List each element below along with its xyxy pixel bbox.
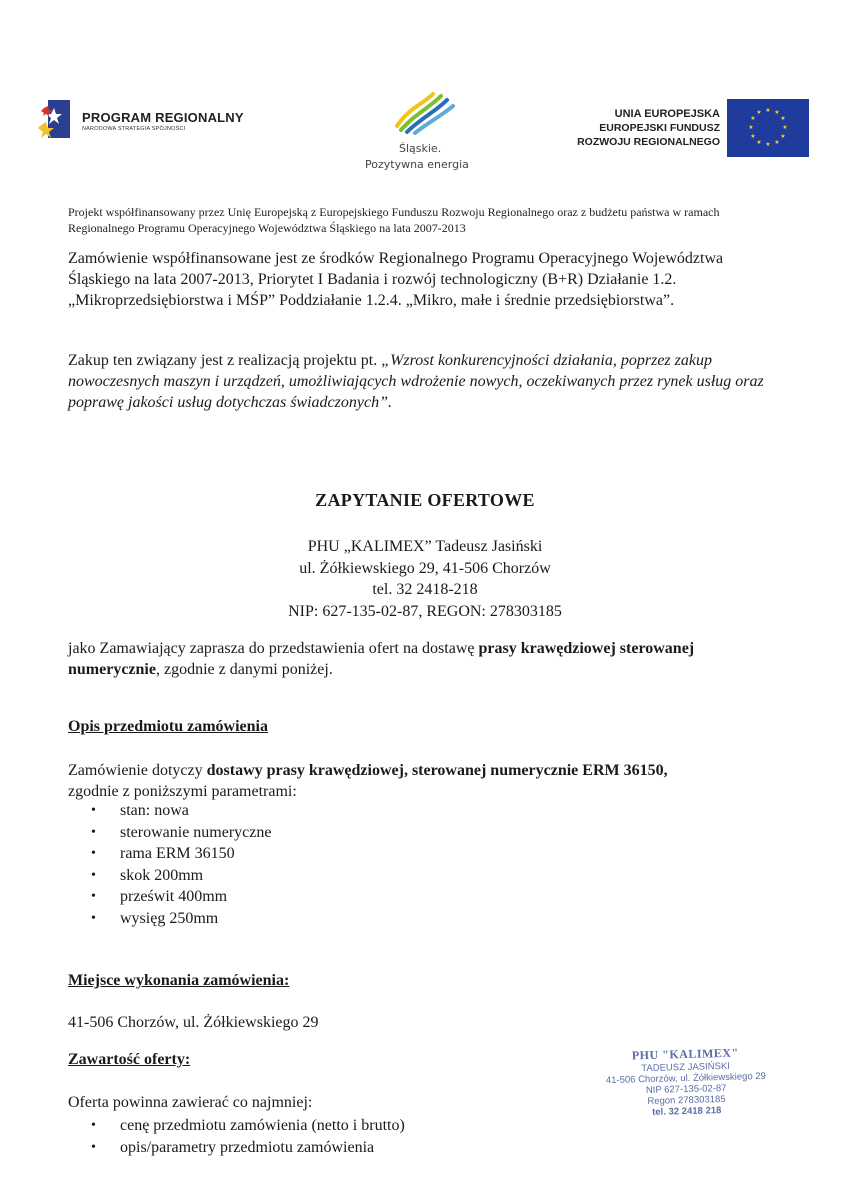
invitation-prefix: jako Zamawiający zaprasza do przedstawienia ofert na dostawę xyxy=(68,640,479,657)
stamp-line-2: TADEUSZ JASIŃSKI xyxy=(641,1060,730,1075)
location-text: 41-506 Chorzów, ul. Żółkiewskiego 29 xyxy=(68,1014,319,1031)
cofinancing-note: Projekt współfinansowany przez Unię Europejską z Europejskiego Funduszu Rozwoju Regionalnego oraz z budżetu państwa w ramach Regionalnego Programu Operacyjnego Województwa Śląskiego na lata 2007-2013 xyxy=(68,205,720,235)
svg-text:★: ★ xyxy=(774,139,780,146)
list-item: • skok 200mm xyxy=(68,865,568,887)
intro-paragraph-1: Zamówienie współfinansowane jest ze środków Regionalnego Programu Operacyjnego Województwa Śląskiego na lata 2007-2013, Priorytet I Badania i rozwój technologiczny (B+R) Działanie 1.2. „Mikroprzedsiębiorstwa i MŚP” Poddziałanie 1.2.4. „Mikro, małe i średnie przedsiębiorstwa”. xyxy=(68,250,724,309)
slaskie-name: Śląskie. xyxy=(399,142,442,155)
svg-text:★: ★ xyxy=(756,109,762,116)
svg-text:★: ★ xyxy=(774,109,780,116)
nss-star-icon xyxy=(38,98,72,140)
svg-text:★: ★ xyxy=(750,133,756,140)
company-stamp xyxy=(585,1044,787,1119)
svg-text:★: ★ xyxy=(780,133,786,140)
company-ids: NIP: 627-135-02-87, REGON: 278303185 xyxy=(288,602,562,620)
program-title: PROGRAM REGIONALNY xyxy=(82,110,244,125)
section-heading-offer: Zawartość oferty: xyxy=(68,1051,191,1068)
list-item: • prześwit 400mm xyxy=(68,886,568,908)
list-item: • wysięg 250mm xyxy=(68,908,568,930)
program-regionalny-logo xyxy=(38,98,244,144)
list-item: • opis/parametry przedmiotu zamówienia xyxy=(68,1137,568,1159)
list-item: • cenę przedmiotu zamówienia (netto i brutto) xyxy=(68,1115,568,1137)
section-heading-location: Miejsce wykonania zamówienia: xyxy=(68,972,290,989)
company-block xyxy=(0,536,850,622)
svg-text:★: ★ xyxy=(780,115,786,122)
svg-text:★: ★ xyxy=(765,107,771,114)
project-title: „Wzrost konkurencyjności działania, poprzez zakup nowoczesnych maszyn i urządzeń, umożliwiających wdrożenie nowych, oczekiwanych przez rynek usług oraz poprawę jakości usług dotychczas świadczonych”. xyxy=(68,352,764,411)
section-heading-description: Opis przedmiotu zamówienia xyxy=(68,718,268,735)
invitation-text xyxy=(68,638,768,680)
list-item: • stan: nowa xyxy=(68,800,568,822)
intro-paragraph-2-prefix: Zakup ten związany jest z realizacją projektu pt. xyxy=(68,352,382,369)
svg-text:★: ★ xyxy=(782,124,788,131)
svg-text:★: ★ xyxy=(750,115,756,122)
eu-line1: UNIA EUROPEJSKA xyxy=(614,108,720,120)
eu-text xyxy=(560,107,720,149)
parameters-list xyxy=(68,800,568,930)
document-title: ZAPYTANIE OFERTOWE xyxy=(315,490,535,510)
stamp-line-5: Regon 278303185 xyxy=(647,1093,726,1108)
description-text xyxy=(68,760,788,802)
stamp-line-4: NIP 627-135-02-87 xyxy=(645,1082,727,1097)
invitation-bold: prasy krawędziowej sterowanej numerycznie xyxy=(68,640,695,678)
description-prefix: Zamówienie dotyczy xyxy=(68,762,207,779)
eu-flag-icon xyxy=(727,99,809,157)
offer-list xyxy=(68,1115,568,1158)
slaskie-waves-icon xyxy=(389,86,459,136)
invitation-suffix: , zgodnie z danymi poniżej. xyxy=(155,661,333,678)
program-subtitle: NARODOWA STRATEGIA SPÓJNOŚCI xyxy=(82,126,186,132)
company-phone: tel. 32 2418-218 xyxy=(372,581,478,598)
slaskie-logo xyxy=(355,86,495,178)
eu-line3: ROZWOJU REGIONALNEGO xyxy=(577,136,720,148)
company-name: PHU „KALIMEX” Tadeusz Jasiński xyxy=(307,538,543,555)
svg-text:★: ★ xyxy=(748,124,754,131)
description-bold: dostawy prasy krawędziowej, sterowanej numerycznie ERM 36150, xyxy=(206,762,668,779)
svg-text:★: ★ xyxy=(756,139,762,146)
stamp-line-1: PHU "KALIMEX" xyxy=(631,1045,739,1063)
description-suffix: zgodnie z poniższymi parametrami: xyxy=(68,783,297,800)
eu-line2: EUROPEJSKI FUNDUSZ xyxy=(599,122,720,134)
company-address: ul. Żółkiewskiego 29, 41-506 Chorzów xyxy=(299,559,551,577)
stamp-line-3: 41-506 Chorzów, ul. Żółkiewskiego 29 xyxy=(605,1070,767,1087)
intro-paragraph-2 xyxy=(68,350,780,413)
slaskie-tagline: Pozytywna energia xyxy=(365,158,469,171)
list-item: • sterowanie numeryczne xyxy=(68,822,568,844)
offer-text: Oferta powinna zawierać co najmniej: xyxy=(68,1094,313,1111)
stamp-line-6: tel. 32 2418 218 xyxy=(652,1105,722,1118)
list-item: • rama ERM 36150 xyxy=(68,843,568,865)
svg-text:★: ★ xyxy=(765,141,771,148)
